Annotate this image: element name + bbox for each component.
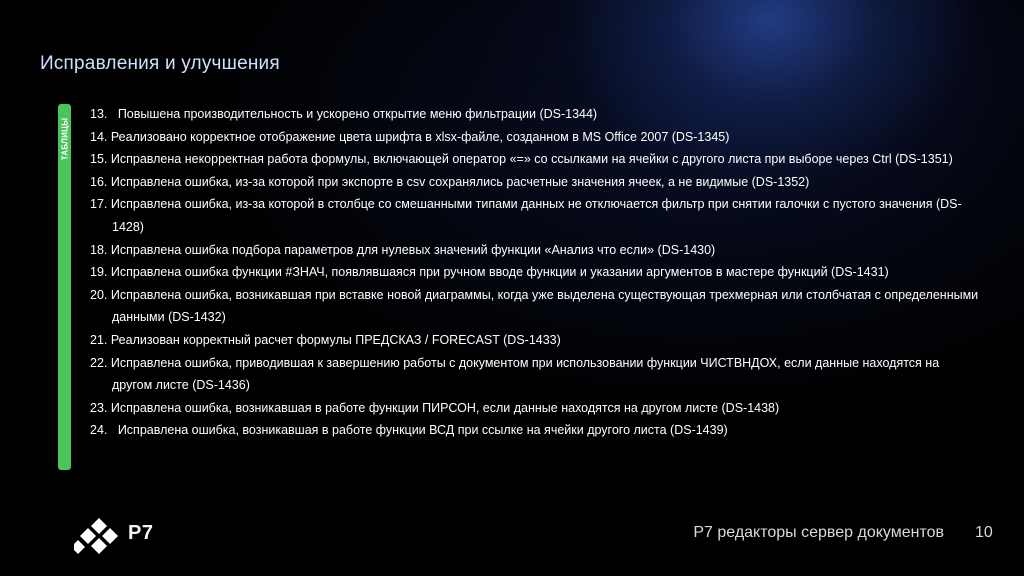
item-number: 14. <box>90 129 108 144</box>
page-number: 10 <box>975 524 993 541</box>
fixes-list <box>90 103 980 442</box>
item-text: Исправлена некорректная работа формулы, включающей оператор «=» со ссылками на ячейки с другого листа при выборе через Ctrl (DS-1351) <box>110 152 953 167</box>
item-text: Исправлена ошибка, из-за которой при экспорте в csv сохранялись расчетные значения ячеек, а не видимые (DS-1352) <box>110 174 810 189</box>
list-item <box>90 261 980 284</box>
list-item <box>90 126 980 149</box>
logo-text: Р7 <box>128 522 154 544</box>
item-number: 22. <box>90 355 108 370</box>
item-text: Исправлена ошибка, приводившая к завершению работы с документом при использовании функции ЧИСТВНДОХ, если данные находятся на другом листе (DS-1436) <box>110 355 940 393</box>
item-number: 19. <box>90 265 108 280</box>
r7-logo-icon <box>74 518 124 554</box>
list-item <box>90 171 980 194</box>
item-text: Исправлена ошибка, возникавшая в работе функции ПИРСОН, если данные находятся на другом листе (DS-1438) <box>110 400 780 415</box>
item-text: Исправлена ошибка подбора параметров для нулевых значений функции «Анализ что если» (DS-1430) <box>110 242 716 257</box>
side-tab-label: ТАБЛИЦЫ <box>60 117 69 161</box>
item-text: Исправлена ошибка, возникавшая в работе функции ВСД при ссылке на ячейки другого листа (DS-1439) <box>110 423 728 438</box>
list-item <box>90 239 980 262</box>
item-number: 16. <box>90 174 108 189</box>
item-number: 15. <box>90 152 108 167</box>
list-item <box>90 193 980 238</box>
item-number: 13. <box>90 107 108 121</box>
list-item <box>90 284 980 329</box>
item-text: Исправлена ошибка, из-за которой в столбце со смешанными типами данных не отключается фильтр при снятии галочки с пустого значения (DS-1428) <box>110 197 962 234</box>
item-text: Исправлена ошибка, возникавшая при вставке новой диаграммы, когда уже выделена существующая трехмерная или столбчатая с определенными данными (DS-1432) <box>110 287 979 325</box>
list-item <box>90 352 980 397</box>
item-number: 24. <box>90 423 108 438</box>
side-tab <box>58 104 71 470</box>
list-item <box>90 419 980 442</box>
list-item <box>90 103 980 126</box>
list-item <box>90 397 980 420</box>
footer-text: Р7 редакторы сервер документов <box>693 524 944 541</box>
slide-title: Исправления и улучшения <box>40 53 280 74</box>
item-number: 18. <box>90 242 108 257</box>
item-number: 17. <box>90 197 108 212</box>
item-text: Повышена производительность и ускорено открытие меню фильтрации (DS-1344) <box>110 107 598 121</box>
item-number: 20. <box>90 287 108 302</box>
item-text: Реализован корректный расчет формулы ПРЕДСКАЗ / FORECAST (DS-1433) <box>110 332 561 347</box>
list-item <box>90 148 980 171</box>
item-text: Исправлена ошибка функции #ЗНАЧ, появлявшаяся при ручном вводе функции и указании аргументов в мастере функций (DS-1431) <box>110 265 889 280</box>
item-number: 21. <box>90 332 108 347</box>
item-text: Реализовано корректное отображение цвета шрифта в xlsx-файле, созданном в MS Office 2007 (DS-1345) <box>110 129 730 144</box>
item-number: 23. <box>90 400 108 415</box>
list-item <box>90 329 980 352</box>
